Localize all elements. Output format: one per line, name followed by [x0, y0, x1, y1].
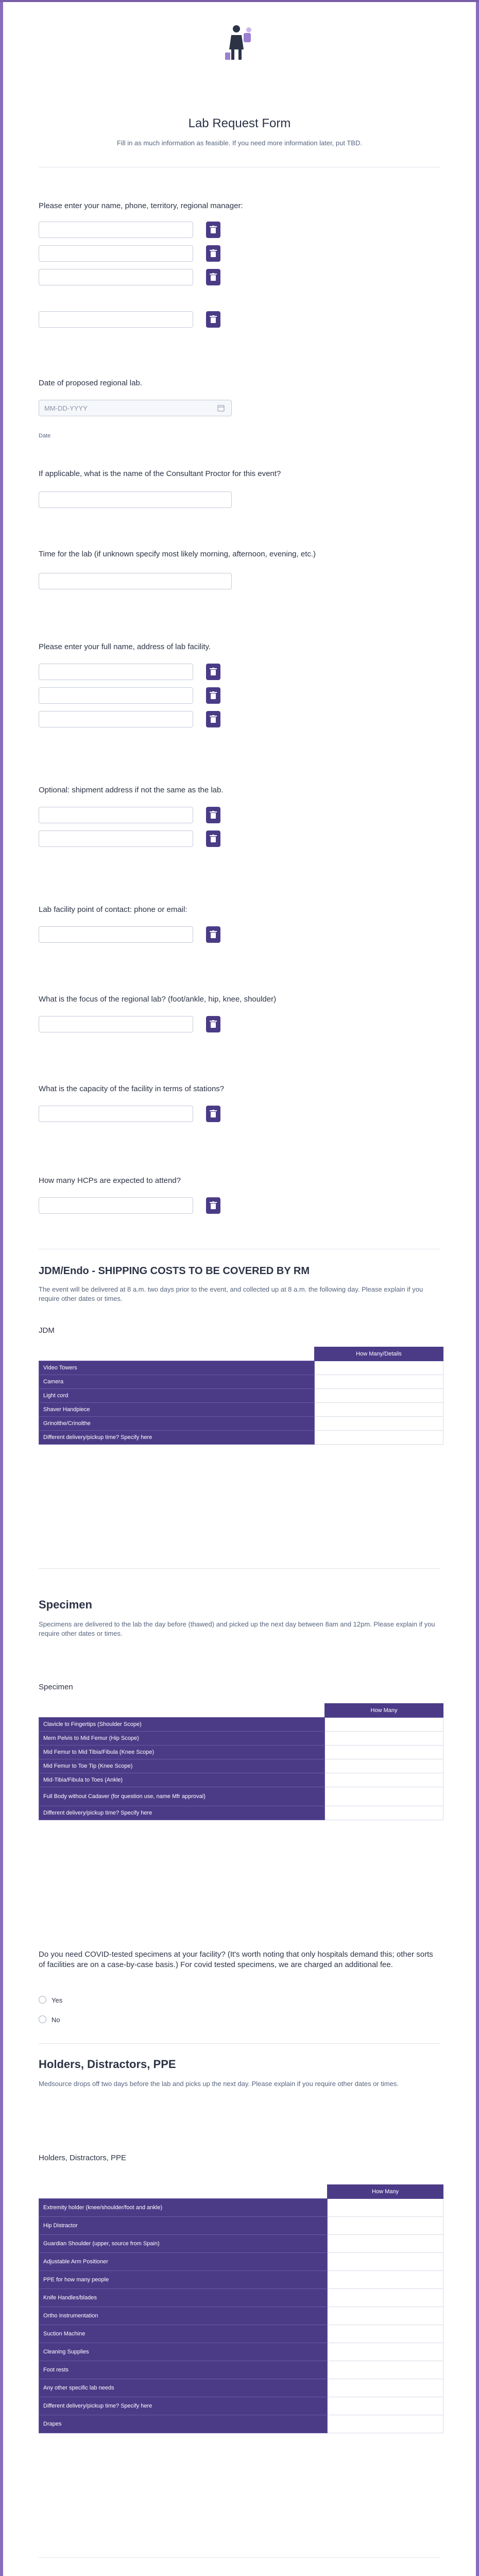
- lab-time-question: Time for the lab (if unknown specify most likely morning, afternoon, evening, etc.): [39, 550, 316, 558]
- hcp-count-question: How many HCPs are expected to attend?: [39, 1176, 181, 1185]
- lab-focus-question: What is the focus of the regional lab? (foot/ankle, hip, knee, shoulder): [39, 995, 277, 1004]
- covid-no-radio[interactable]: No: [39, 2015, 60, 2024]
- delete-trash-icon[interactable]: [206, 269, 220, 285]
- holders-cell-input[interactable]: [328, 2361, 443, 2379]
- specimen-cell-input[interactable]: [325, 1718, 443, 1732]
- specimen-cell-input[interactable]: [325, 1773, 443, 1787]
- specimen-cell-input[interactable]: [325, 1745, 443, 1759]
- specimen-row-label: Different delivery/pickup time? Specify here: [39, 1806, 325, 1820]
- facility-address-input-2[interactable]: [39, 687, 193, 704]
- form-title: Lab Request Form: [188, 116, 291, 130]
- holders-row-label: Suction Machine: [39, 2325, 328, 2343]
- holders-cell-input[interactable]: [328, 2253, 443, 2271]
- facility-address-question: Please enter your full name, address of lab facility.: [39, 642, 211, 651]
- delete-trash-icon[interactable]: [206, 807, 220, 823]
- calendar-icon[interactable]: [217, 404, 225, 412]
- holders-row-label: Any other specific lab needs: [39, 2379, 328, 2397]
- consultant-proctor-input[interactable]: [39, 492, 232, 508]
- form-subtitle: Fill in as much information as feasible. If you need more information later, put TBD.: [117, 139, 362, 147]
- name-phone-question: Please enter your name, phone, territory, regional manager:: [39, 201, 243, 210]
- jdm-row-label: Grinolthe/Crinolthe: [39, 1417, 315, 1431]
- jdm-cell-input[interactable]: [315, 1361, 443, 1375]
- date-sublabel: Date: [39, 433, 51, 439]
- shipment-address-input-1[interactable]: [39, 807, 193, 823]
- lab-focus-input[interactable]: [39, 1016, 193, 1032]
- specimen-row-label: Clavicle to Fingertips (Shoulder Scope): [39, 1718, 325, 1732]
- holders-row-label: PPE for how many people: [39, 2271, 328, 2289]
- specimen-cell-input[interactable]: [325, 1732, 443, 1745]
- form-logo: [218, 23, 261, 61]
- jdm-row-label: Shaver Handpiece: [39, 1403, 315, 1417]
- holders-section-description: Medsource drops off two days before the lab and picks up the next day. Please explain if you require other dates or times.: [39, 2080, 399, 2088]
- point-of-contact-question: Lab facility point of contact: phone or email:: [39, 905, 187, 914]
- jdm-row-label: Video Towers: [39, 1361, 315, 1375]
- delete-trash-icon[interactable]: [206, 926, 220, 943]
- jdm-matrix-label: JDM: [39, 1326, 55, 1335]
- shipment-address-question: Optional: shipment address if not the same as the lab.: [39, 786, 224, 794]
- covid-yes-radio[interactable]: Yes: [39, 1996, 62, 2004]
- specimen-cell-input[interactable]: [325, 1759, 443, 1773]
- hcp-count-input[interactable]: [39, 1197, 193, 1214]
- lab-date-question: Date of proposed regional lab.: [39, 379, 142, 387]
- section-divider: [39, 2557, 440, 2558]
- delete-trash-icon[interactable]: [206, 245, 220, 262]
- name-input-4[interactable]: [39, 311, 193, 328]
- facility-address-input-3[interactable]: [39, 711, 193, 727]
- capacity-question: What is the capacity of the facility in terms of stations?: [39, 1084, 225, 1093]
- jdm-cell-input[interactable]: [315, 1403, 443, 1417]
- holders-row-label: Guardian Shoulder (upper, source from Spain): [39, 2235, 328, 2253]
- holders-cell-input[interactable]: [328, 2343, 443, 2361]
- section-divider: [39, 1568, 440, 1569]
- name-input-3[interactable]: [39, 269, 193, 285]
- point-of-contact-input[interactable]: [39, 926, 193, 943]
- holders-section-heading: Holders, Distractors, PPE: [39, 2058, 176, 2071]
- holders-cell-input[interactable]: [328, 2379, 443, 2397]
- delete-trash-icon[interactable]: [206, 687, 220, 704]
- holders-row-label: Ortho Instrumentation: [39, 2307, 328, 2325]
- delete-trash-icon[interactable]: [206, 831, 220, 847]
- jdm-cell-input[interactable]: [315, 1417, 443, 1431]
- holders-cell-input[interactable]: [328, 2397, 443, 2415]
- specimen-cell-input[interactable]: [325, 1787, 443, 1806]
- holders-row-label: Hip Distractor: [39, 2217, 328, 2235]
- left-frame-border: [0, 2, 3, 2576]
- jdm-row-label: Light cord: [39, 1389, 315, 1403]
- jdm-cell-input[interactable]: [315, 1389, 443, 1403]
- holders-cell-input[interactable]: [328, 2217, 443, 2235]
- section-divider: [39, 2043, 440, 2044]
- specimen-row-label: Mid Femur to Mid Tibia/Fibula (Knee Scope): [39, 1745, 325, 1759]
- holders-cell-input[interactable]: [328, 2415, 443, 2433]
- name-input-2[interactable]: [39, 245, 193, 262]
- delete-trash-icon[interactable]: [206, 222, 220, 238]
- capacity-input[interactable]: [39, 1106, 193, 1122]
- holders-cell-input[interactable]: [328, 2199, 443, 2217]
- specimen-row-label: Mid-Tibia/Fibula to Toes (Ankle): [39, 1773, 325, 1787]
- holders-row-label: Knife Handles/blades: [39, 2289, 328, 2307]
- jdm-section-heading: JDM/Endo - SHIPPING COSTS TO BE COVERED BY RM: [39, 1265, 310, 1277]
- consultant-proctor-question: If applicable, what is the name of the Consultant Proctor for this event?: [39, 469, 281, 478]
- specimen-matrix-label: Specimen: [39, 1683, 73, 1691]
- holders-cell-input[interactable]: [328, 2271, 443, 2289]
- holders-cell-input[interactable]: [328, 2325, 443, 2343]
- delete-trash-icon[interactable]: [206, 311, 220, 328]
- covid-question: Do you need COVID-tested specimens at your facility? (It's worth noting that only hospitals demand this; other sorts of facilities are on a case-by-case basis.) For covid tested specimens, we are charged an additional fee.: [39, 1950, 433, 1969]
- specimen-cell-input[interactable]: [325, 1806, 443, 1820]
- specimen-matrix: [39, 1703, 443, 1820]
- shipment-address-input-2[interactable]: [39, 831, 193, 847]
- holders-matrix-label: Holders, Distractors, PPE: [39, 2154, 127, 2162]
- jdm-column-header: How Many/Details: [315, 1347, 443, 1361]
- holders-cell-input[interactable]: [328, 2235, 443, 2253]
- lab-time-input[interactable]: [39, 573, 232, 589]
- delete-trash-icon[interactable]: [206, 1197, 220, 1214]
- delete-trash-icon[interactable]: [206, 664, 220, 680]
- jdm-cell-input[interactable]: [315, 1431, 443, 1445]
- holders-cell-input[interactable]: [328, 2307, 443, 2325]
- facility-address-input-1[interactable]: [39, 664, 193, 680]
- jdm-section-description: The event will be delivered at 8 a.m. two days prior to the event, and collected up at 8 a.m. the following day. Please explain if you require other dates or times.: [39, 1285, 423, 1302]
- delete-trash-icon[interactable]: [206, 1016, 220, 1032]
- holders-row-label: Cleaning Supplies: [39, 2343, 328, 2361]
- holders-cell-input[interactable]: [328, 2289, 443, 2307]
- holders-row-label: Adjustable Arm Positioner: [39, 2253, 328, 2271]
- holders-row-label: Different delivery/pickup time? Specify here: [39, 2397, 328, 2415]
- holders-row-label: Foot rests: [39, 2361, 328, 2379]
- jdm-cell-input[interactable]: [315, 1375, 443, 1389]
- delete-trash-icon[interactable]: [206, 711, 220, 727]
- holders-column-header: How Many: [328, 2185, 443, 2199]
- holders-matrix: [39, 2184, 443, 2433]
- specimen-column-header: How Many: [325, 1704, 443, 1718]
- specimen-row-label: Full Body without Cadaver (for question use, name Mfr approval): [39, 1787, 325, 1806]
- specimen-section-description: Specimens are delivered to the lab the day before (thawed) and picked up the next day between 8am and 12pm. Please explain if you require other dates or times.: [39, 1620, 435, 1637]
- specimen-row-label: Mem Pelvis to Mid Femur (Hip Scope): [39, 1732, 325, 1745]
- name-input-1[interactable]: [39, 222, 193, 238]
- delete-trash-icon[interactable]: [206, 1106, 220, 1122]
- specimen-section-heading: Specimen: [39, 1598, 92, 1611]
- jdm-matrix: [39, 1347, 443, 1445]
- holders-row-label: Drapes: [39, 2415, 328, 2433]
- jdm-row-label: Camera: [39, 1375, 315, 1389]
- jdm-row-label: Different delivery/pickup time? Specify here: [39, 1431, 315, 1445]
- right-frame-border: [476, 2, 479, 2576]
- specimen-row-label: Mid Femur to Toe Tip (Knee Scope): [39, 1759, 325, 1773]
- lab-date-input[interactable]: MM-DD-YYYY: [39, 400, 232, 416]
- holders-row-label: Extremity holder (knee/shoulder/foot and ankle): [39, 2199, 328, 2217]
